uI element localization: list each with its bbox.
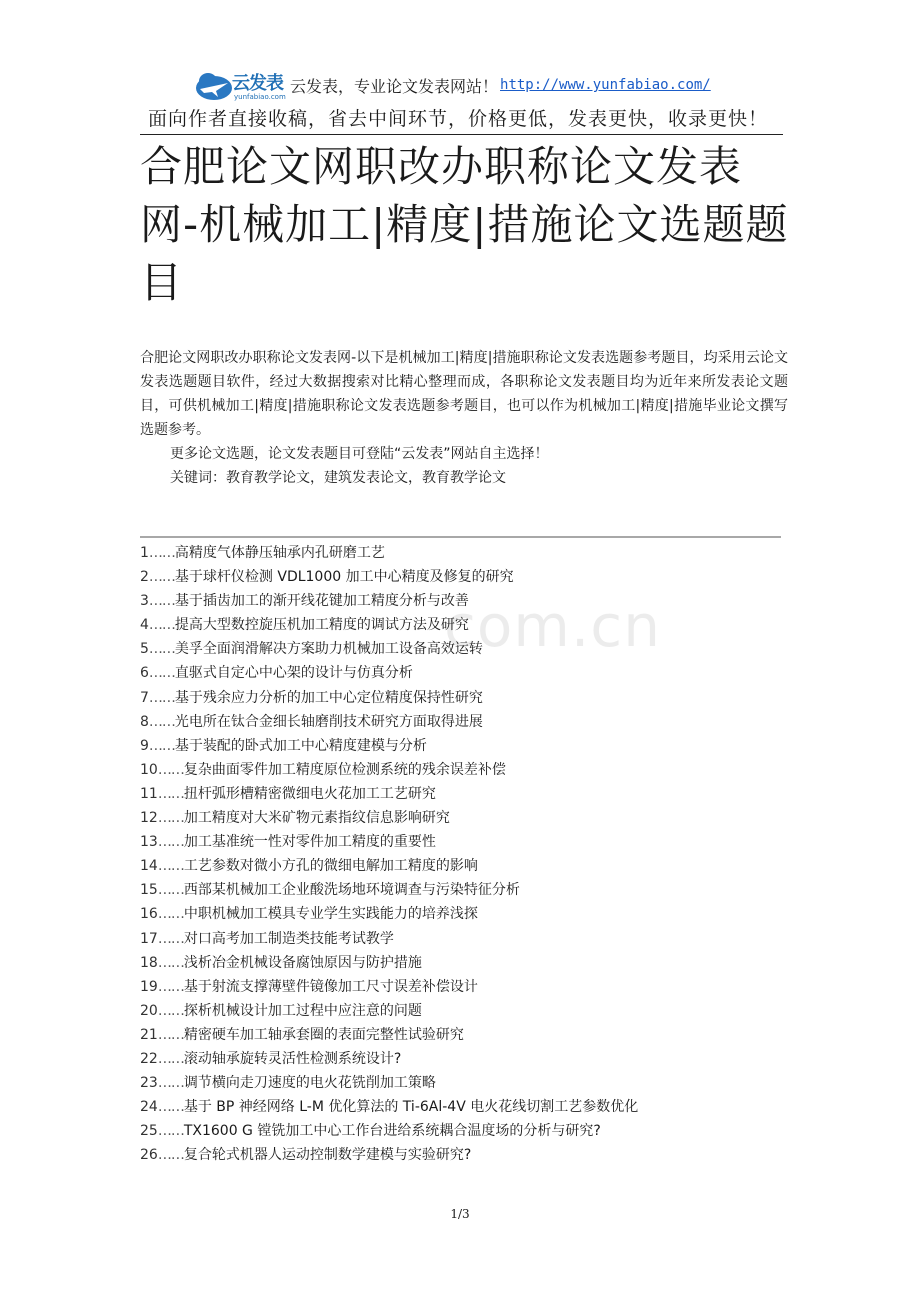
keywords-line: 关键词：教育教学论文，建筑发表论文，教育教学论文 — [170, 470, 506, 486]
topic-number: 8 — [140, 713, 149, 730]
topic-number: 23 — [140, 1075, 158, 1092]
topic-title: 复合轮式机器人运动控制数学建模与实验研究? — [183, 1147, 472, 1164]
topic-item — [140, 661, 780, 685]
topic-item — [140, 806, 780, 830]
topic-item — [140, 951, 780, 975]
topic-number: 22 — [140, 1050, 158, 1067]
topic-leader-dots: …… — [157, 1026, 184, 1043]
topic-number: 2 — [140, 569, 149, 586]
topic-title: 加工基准统一性对零件加工精度的重要性 — [183, 834, 436, 851]
page-number: 1/3 — [450, 1207, 470, 1221]
topic-item — [140, 999, 780, 1023]
topic-item — [140, 830, 780, 854]
topic-item — [140, 902, 780, 926]
list-divider — [140, 536, 781, 538]
topic-item — [140, 734, 780, 758]
topic-title: 提高大型数控旋压机加工精度的调试方法及研究 — [174, 617, 469, 634]
more-topics-note: 更多论文选题，论文发表题目可登陆“云发表”网站自主选择！ — [170, 446, 549, 462]
topic-leader-dots: …… — [148, 617, 175, 634]
topic-leader-dots: …… — [157, 810, 184, 827]
intro-section — [140, 346, 788, 490]
topic-leader-dots: …… — [157, 906, 184, 923]
topic-title: 中职机械加工模具专业学生实践能力的培养浅探 — [183, 906, 478, 923]
intro-paragraph: 合肥论文网职改办职称论文发表网-以下是机械加工|精度|措施职称论文发表选题参考题目，均采用云论文发表选题题目软件，经过大数据搜索对比精心整理而成，各职称论文发表题目均为近年来所发表论文题目，可供机械加工|精度|措施职称论文发表选题参考题目，也可以作为机械加工|精度|措施毕业论文撰写选题参考。 — [140, 350, 788, 438]
topic-number: 12 — [140, 810, 158, 827]
topic-item — [140, 710, 780, 734]
topic-title: 精密硬车加工轴承套圈的表面完整性试验研究 — [183, 1026, 464, 1043]
topic-item — [140, 927, 780, 951]
topic-number: 13 — [140, 834, 158, 851]
topic-number: 16 — [140, 906, 158, 923]
topic-leader-dots: …… — [157, 858, 184, 875]
topic-number: 21 — [140, 1026, 158, 1043]
topic-number: 11 — [140, 785, 158, 802]
topic-leader-dots: …… — [148, 689, 175, 706]
topic-leader-dots: …… — [157, 1075, 184, 1092]
topic-leader-dots: …… — [148, 737, 175, 754]
topic-leader-dots: …… — [148, 641, 175, 658]
topic-item — [140, 565, 780, 589]
topic-title: 对口高考加工制造类技能考试教学 — [183, 930, 394, 947]
header-tagline: 云发表，专业论文发表网站！ — [290, 76, 499, 96]
topic-leader-dots: …… — [157, 978, 184, 995]
topic-title: 直驱式自定心中心架的设计与仿真分析 — [174, 665, 413, 682]
topic-item — [140, 686, 780, 710]
topic-number: 5 — [140, 641, 149, 658]
topic-title: 基于 BP 神经网络 L-M 优化算法的 Ti-6Al-4V 电火花线切割工艺参数优化 — [183, 1099, 639, 1116]
topic-leader-dots: …… — [157, 785, 184, 802]
topic-leader-dots: …… — [157, 1002, 184, 1019]
logo-domain: yunfabiao.com — [234, 93, 286, 101]
topic-leader-dots: …… — [148, 665, 175, 682]
topic-leader-dots: …… — [157, 1123, 184, 1140]
topic-item — [140, 1023, 780, 1047]
topic-number: 14 — [140, 858, 158, 875]
topic-item — [140, 878, 780, 902]
topic-item — [140, 541, 780, 565]
topic-number: 1 — [140, 545, 149, 561]
header-divider — [140, 134, 783, 135]
topic-title: 基于残余应力分析的加工中心定位精度保持性研究 — [174, 689, 483, 706]
logo-text: 云发表 — [232, 73, 283, 94]
topic-number: 10 — [140, 761, 158, 778]
topic-title: 探析机械设计加工过程中应注意的问题 — [183, 1002, 422, 1019]
topic-title: TX1600 G 镗铣加工中心工作台进给系统耦合温度场的分析与研究? — [183, 1123, 601, 1140]
topic-number: 24 — [140, 1099, 158, 1116]
topic-number: 26 — [140, 1147, 158, 1164]
topic-title: 基于插齿加工的渐开线花键加工精度分析与改善 — [174, 593, 469, 610]
topic-leader-dots: …… — [157, 1147, 184, 1164]
topic-leader-dots: …… — [157, 761, 184, 778]
topic-item — [140, 1143, 780, 1167]
topic-number: 9 — [140, 737, 149, 754]
topic-title: 扭杆弧形槽精密微细电火花加工工艺研究 — [183, 785, 436, 802]
topic-item — [140, 758, 780, 782]
topic-leader-dots: …… — [157, 1050, 184, 1067]
topic-number: 25 — [140, 1123, 158, 1140]
topic-leader-dots: …… — [157, 954, 184, 971]
topic-leader-dots: …… — [148, 545, 175, 561]
watermark: com.cn — [444, 592, 661, 660]
topic-leader-dots: …… — [148, 593, 175, 610]
topic-number: 6 — [140, 665, 149, 682]
topic-title: 高精度气体静压轴承内孔研磨工艺 — [174, 545, 385, 561]
cloud-plane-icon — [194, 69, 234, 103]
topic-leader-dots: …… — [157, 834, 184, 851]
topic-title: 复杂曲面零件加工精度原位检测系统的残余误差补偿 — [183, 761, 506, 778]
topic-title: 滚动轴承旋转灵活性检测系统设计? — [183, 1050, 402, 1067]
topic-item — [140, 975, 780, 999]
header-slogan: 面向作者直接收稿，省去中间环节，价格更低，发表更快，收录更快！ — [148, 108, 769, 130]
topic-title: 调节横向走刀速度的电火花铣削加工策略 — [183, 1075, 436, 1092]
site-header — [194, 66, 711, 104]
topic-number: 18 — [140, 954, 158, 971]
topic-leader-dots: …… — [148, 569, 175, 586]
topic-item — [140, 854, 780, 878]
topic-title: 美孚全面润滑解决方案助力机械加工设备高效运转 — [174, 641, 483, 658]
topic-number: 7 — [140, 689, 149, 706]
topic-item — [140, 782, 780, 806]
topic-number: 20 — [140, 1002, 158, 1019]
topic-title: 西部某机械加工企业酸洗场地环境调查与污染特征分析 — [183, 882, 520, 899]
topic-number: 3 — [140, 593, 149, 610]
document-title: 合肥论文网职改办职称论文发表网-机械加工|精度|措施论文选题题目 — [140, 142, 789, 307]
topic-title: 加工精度对大米矿物元素指纹信息影响研究 — [183, 810, 450, 827]
topic-number: 15 — [140, 882, 158, 899]
topic-title: 基于射流支撑薄壁件镜像加工尺寸误差补偿设计 — [183, 978, 478, 995]
topic-title: 浅析冶金机械设备腐蚀原因与防护措施 — [183, 954, 422, 971]
topic-item — [140, 1119, 780, 1143]
topic-number: 4 — [140, 617, 149, 634]
yunfabiao-logo[interactable] — [194, 67, 286, 103]
topic-leader-dots: …… — [157, 930, 184, 947]
topic-title: 工艺参数对微小方孔的微细电解加工精度的影响 — [183, 858, 478, 875]
topic-number: 19 — [140, 978, 158, 995]
topic-title: 基于装配的卧式加工中心精度建模与分析 — [174, 737, 427, 754]
topic-leader-dots: …… — [148, 713, 175, 730]
topic-leader-dots: …… — [157, 1099, 184, 1116]
topic-number: 17 — [140, 930, 158, 947]
topic-title: 光电所在钛合金细长轴磨削技术研究方面取得进展 — [174, 713, 483, 730]
site-url-link[interactable]: http://www.yunfabiao.com/ — [500, 77, 711, 93]
topic-leader-dots: …… — [157, 882, 184, 899]
topic-item — [140, 1047, 780, 1071]
topic-title: 基于球杆仪检测 VDL1000 加工中心精度及修复的研究 — [174, 569, 514, 586]
topic-item — [140, 1095, 780, 1119]
topic-item — [140, 1071, 780, 1095]
